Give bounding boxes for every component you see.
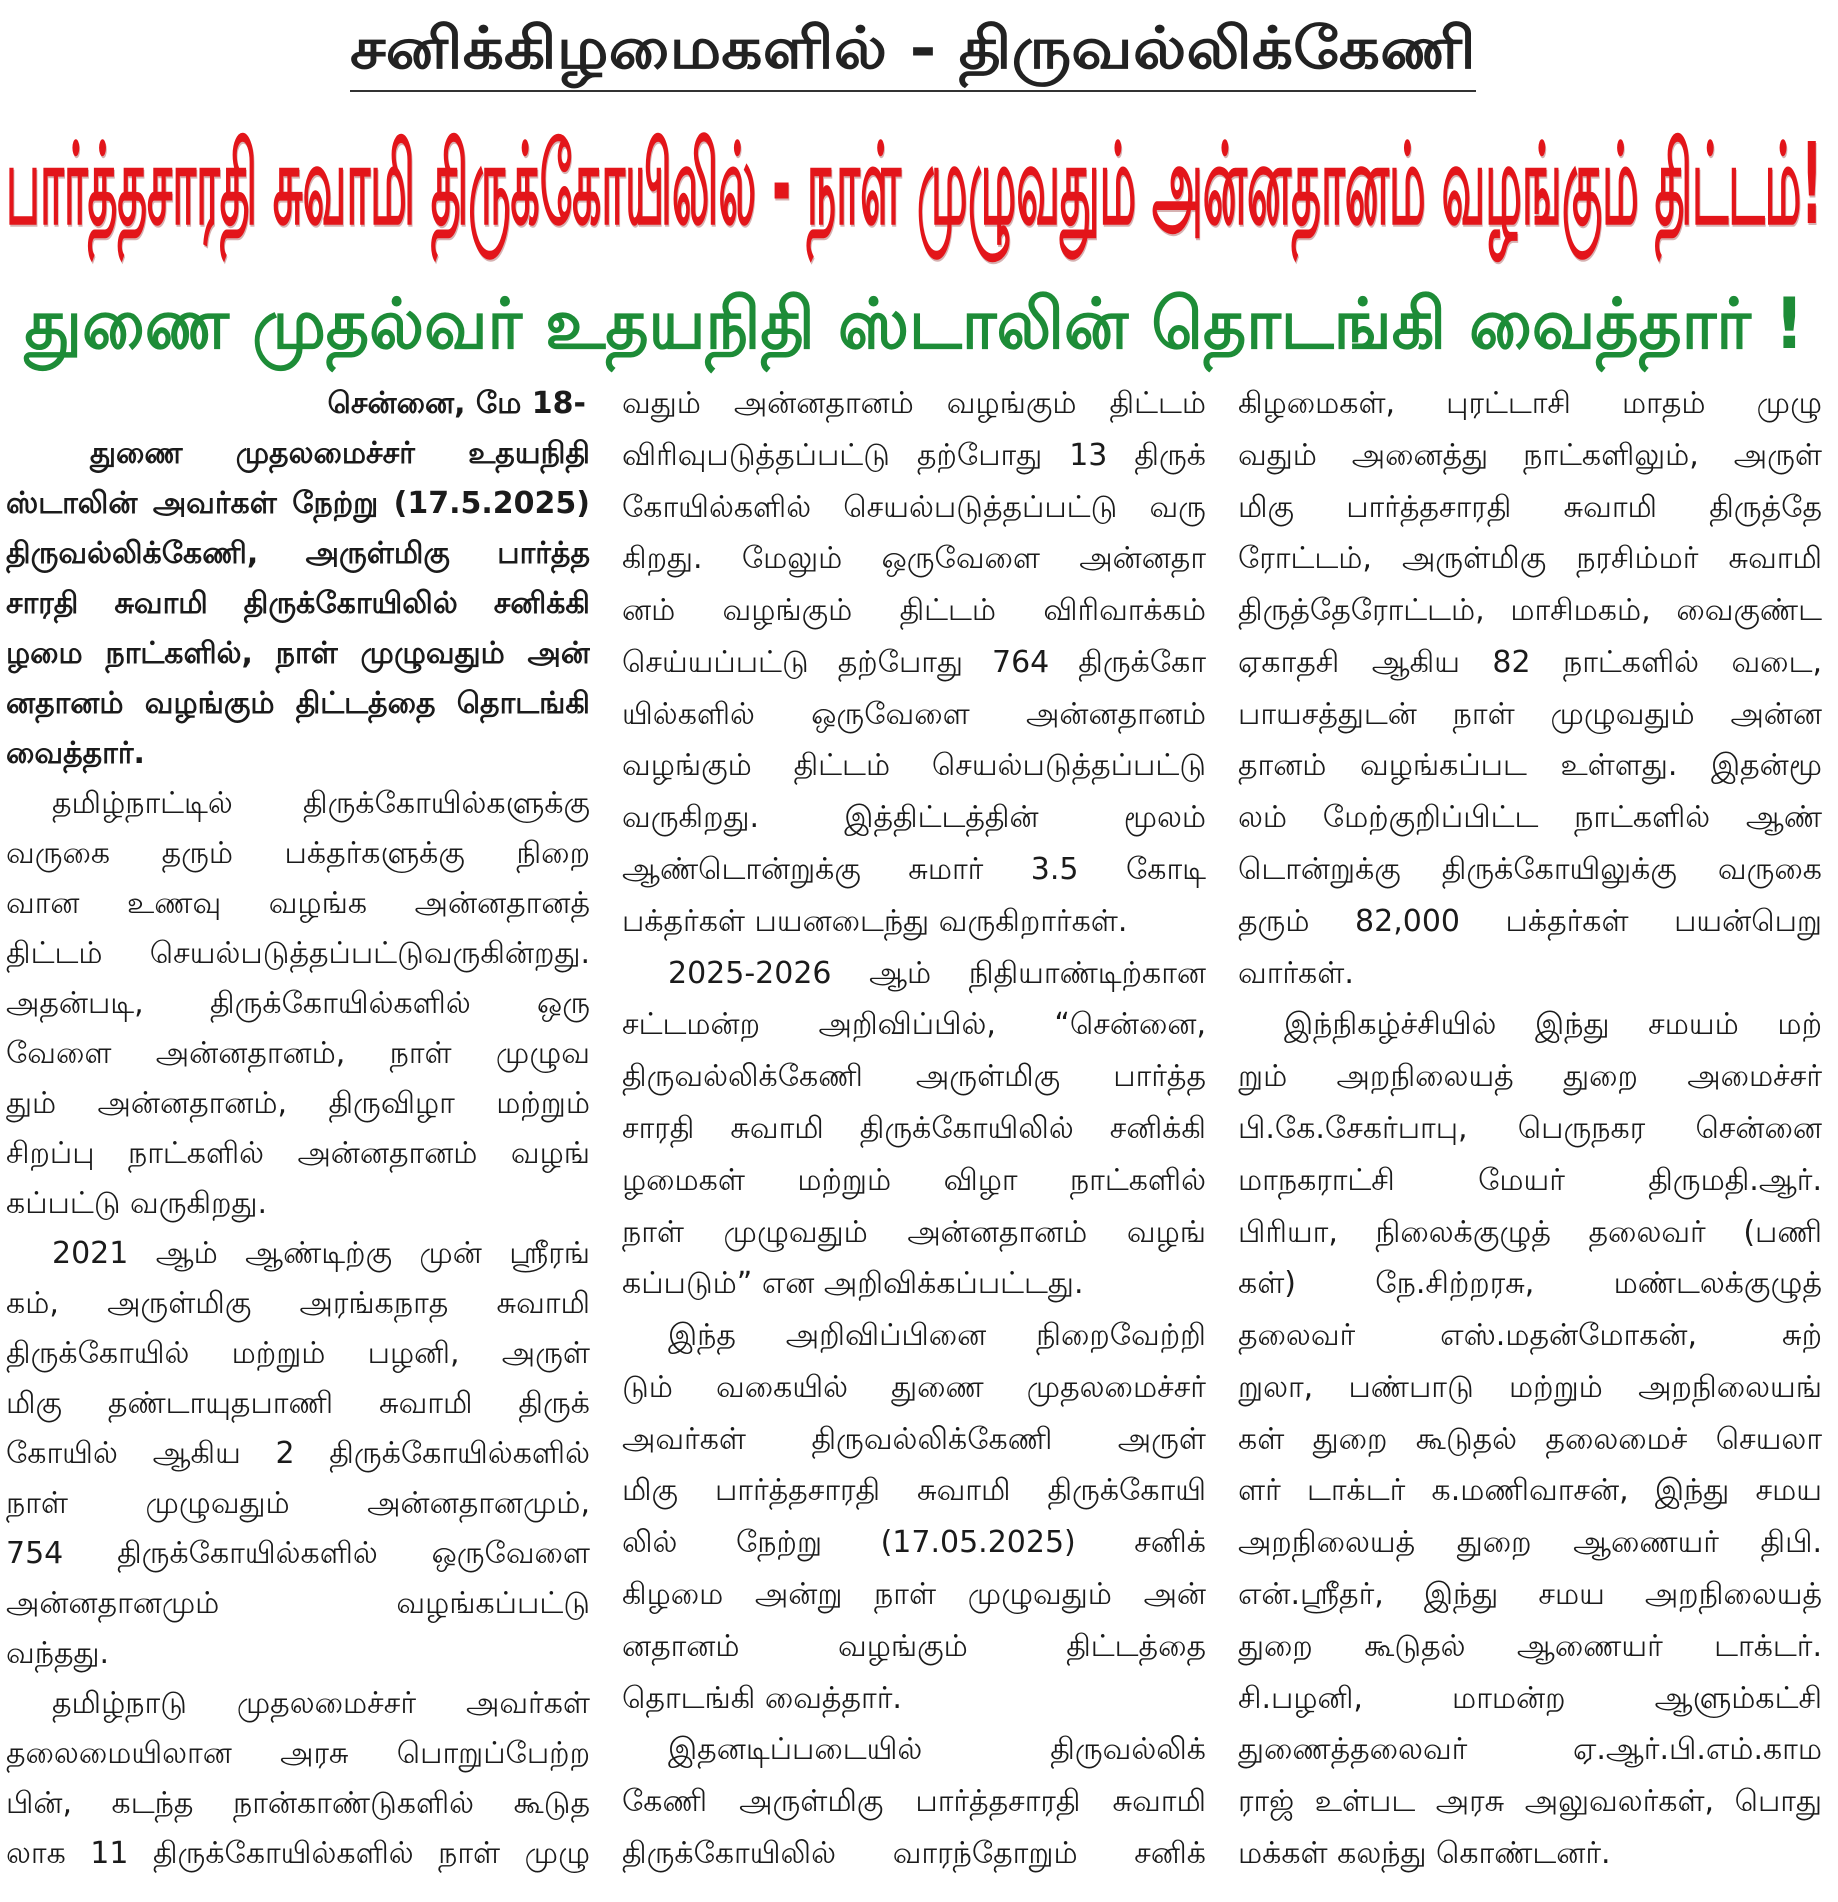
body-line: திருக்கோயில் மற்றும் பழனி, அருள் [6,1336,590,1371]
body-line: தரும் 82,000 பக்தர்கள் பயன்பெறு [1238,903,1822,939]
body-line: மிகு பார்த்தசாரதி சுவாமி திருக்கோயி [622,1473,1206,1509]
body-line: வதும் அன்னதானம் வழங்கும் திட்டம் [622,386,1206,421]
body-line: றும் அறநிலையத் துறை அமைச்சர் [1238,1059,1822,1095]
lead-paragraph-line: திருவல்லிக்கேணி, அருள்மிகு பார்த்த [6,536,590,571]
body-line: நாள் முழுவதும் அன்னதானம் வழங் [622,1214,1206,1250]
body-line: பக்தர்கள் பயனடைந்து வருகிறார்கள். [622,903,1128,939]
body-line: 2021 ஆம் ஆண்டிற்கு முன் ஸ்ரீரங் [52,1236,590,1271]
body-line: கப்படும்” என அறிவிக்கப்பட்டது. [622,1266,1084,1302]
body-line: திருவல்லிக்கேணி அருள்மிகு பார்த்த [622,1059,1206,1095]
body-line: இதனடிப்படையில் திருவல்லிக் [668,1732,1206,1768]
body-line: திருக்கோயிலில் வாரந்தோறும் சனிக் [622,1835,1206,1871]
body-line: அவர்கள் திருவல்லிக்கேணி அருள் [622,1421,1206,1457]
body-line: தமிழ்நாடு முதலமைச்சர் அவர்கள் [52,1686,590,1721]
lead-paragraph-line: துணை முதலமைச்சர் உதயநிதி [90,436,590,471]
subheadline-banner [24,276,1804,372]
body-line: சட்டமன்ற அறிவிப்பில், “சென்னை, [622,1007,1206,1043]
article-column-2 [622,380,1206,1878]
body-line: தானம் வழங்கப்பட உள்ளது. இதன்மூ [1238,748,1822,784]
body-line: துணைத்தலைவர் ஏ.ஆர்.பி.எம்.காம [1238,1732,1822,1768]
body-line: தலைவர் எஸ்.மதன்மோகன், சுற் [1238,1318,1822,1354]
sub-headline: துணை முதல்வர் உதயநிதி ஸ்டாலின் தொடங்கி வைத்தார் ! [24,283,1804,365]
body-line: சிறப்பு நாட்களில் அன்னதானம் வழங் [6,1136,590,1171]
body-line: விரிவுபடுத்தப்பட்டு தற்போது 13 திருக் [622,437,1206,473]
body-line: வார்கள். [1238,955,1354,991]
body-line: துறை கூடுதல் ஆணையர் டாக்டர். [1238,1628,1822,1664]
body-line: லம் மேற்குறிப்பிட்ட நாட்களில் ஆண் [1238,800,1822,836]
body-line: 2025-2026 ஆம் நிதியாண்டிற்கான [668,955,1206,991]
body-line: நாள் முழுவதும் அன்னதானமும், [6,1486,590,1521]
body-line: டொன்றுக்கு திருக்கோயிலுக்கு வருகை [1238,852,1822,888]
body-line: பிரியா, நிலைக்குழுத் தலைவர் (பணி [1238,1214,1822,1250]
body-line: னதானம் வழங்கும் திட்டத்தை [622,1628,1206,1664]
body-line: மக்கள் கலந்து கொண்டனர். [1238,1835,1611,1871]
body-line: மாநகராட்சி மேயர் திருமதி.ஆர். [1238,1162,1822,1198]
body-line: பின், கடந்த நான்காண்டுகளில் கூடுத [6,1786,590,1821]
kicker-title: சனிக்கிழமைகளில் - திருவல்லிக்கேணி [350,6,1476,92]
body-line: ளர் டாக்டர் க.மணிவாசன், இந்து சமய [1238,1473,1822,1509]
body-line: ரோட்டம், அருள்மிகு நரசிம்மர் சுவாமி [1238,541,1822,577]
body-line: லில் நேற்று (17.05.2025) சனிக் [622,1525,1206,1561]
body-line: வருகிறது. இத்திட்டத்தின் மூலம் [622,800,1206,836]
dateline: சென்னை, மே 18- [327,386,586,421]
lead-paragraph-line: ழமை நாட்களில், நாள் முழுவதும் அன் [6,636,590,671]
body-line: கிழமை அன்று நாள் முழுவதும் அன் [622,1576,1206,1612]
lead-paragraph-line: ஸ்டாலின் அவர்கள் நேற்று (17.5.2025) [6,486,590,521]
body-line: தொடங்கி வைத்தார். [622,1680,902,1716]
body-line: தமிழ்நாட்டில் திருக்கோயில்களுக்கு [52,786,590,821]
body-line: மிகு தண்டாயுதபாணி சுவாமி திருக் [6,1386,590,1421]
body-line: தும் அன்னதானம், திருவிழா மற்றும் [6,1086,590,1121]
lead-paragraph-line: சாரதி சுவாமி திருக்கோயிலில் சனிக்கி [6,586,590,621]
body-line: என்.ஸ்ரீதர், இந்து சமய அறநிலையத் [1238,1576,1822,1612]
body-line: வதும் அனைத்து நாட்களிலும், அருள் [1238,437,1822,473]
main-headline: பார்த்தசாரதி சுவாமி திருக்கோயிலில் - நாள் முழுவதும் அன்னதானம் வழங்கும் திட்டம்! [5,120,1823,250]
body-line: கோயில்களில் செயல்படுத்தப்பட்டு வரு [622,489,1206,525]
article-column-1 [6,380,590,1878]
body-line: மிகு பார்த்தசாரதி சுவாமி திருத்தே [1238,489,1822,525]
body-line: சி.பழனி, மாமன்ற ஆளும்கட்சி [1238,1680,1822,1716]
body-line: பாயசத்துடன் நாள் முழுவதும் அன்ன [1238,696,1822,732]
body-line: 754 திருக்கோயில்களில் ஒருவேளை [6,1536,590,1571]
body-line: செய்யப்பட்டு தற்போது 764 திருக்கோ [622,644,1206,680]
body-line: இந்த அறிவிப்பினை நிறைவேற்றி [668,1318,1206,1354]
kicker-banner [350,6,1476,98]
body-line: டும் வகையில் துணை முதலமைச்சர் [622,1369,1206,1405]
body-line: திட்டம் செயல்படுத்தப்பட்டுவருகின்றது. [6,936,590,971]
body-line: யில்களில் ஒருவேளை அன்னதானம் [622,696,1206,732]
body-line: வருகை தரும் பக்தர்களுக்கு நிறை [6,836,590,871]
body-line: கள்) நே.சிற்றரசு, மண்டலக்குழுத் [1238,1266,1822,1302]
body-line: கம், அருள்மிகு அரங்கநாத சுவாமி [6,1286,590,1321]
body-line: றுலா, பண்பாடு மற்றும் அறநிலையங் [1238,1369,1822,1405]
body-line: கப்பட்டு வருகிறது. [6,1186,268,1221]
body-line: திருத்தேரோட்டம், மாசிமகம், வைகுண்ட [1238,593,1822,629]
body-line: பி.கே.சேகர்பாபு, பெருநகர சென்னை [1238,1110,1822,1146]
body-line: வேளை அன்னதானம், நாள் முழுவ [6,1036,590,1071]
lead-paragraph-line: னதானம் வழங்கும் திட்டத்தை தொடங்கி [6,686,590,721]
lead-paragraph-line: வைத்தார். [6,736,145,771]
body-line: ழமைகள் மற்றும் விழா நாட்களில் [622,1162,1206,1198]
body-line: கள் துறை கூடுதல் தலைமைச் செயலா [1238,1421,1822,1457]
body-line: அன்னதானமும் வழங்கப்பட்டு [6,1586,590,1621]
body-line: கிழமைகள், புரட்டாசி மாதம் முழு [1238,386,1822,421]
body-line: தலைமையிலான அரசு பொறுப்பேற்ற [6,1736,590,1771]
body-line: இந்நிகழ்ச்சியில் இந்து சமயம் மற் [1284,1007,1822,1043]
body-line: சாரதி சுவாமி திருக்கோயிலில் சனிக்கி [622,1110,1206,1146]
body-line: ஆண்டொன்றுக்கு சுமார் 3.5 கோடி [622,852,1206,888]
body-line: வழங்கும் திட்டம் செயல்படுத்தப்பட்டு [622,748,1206,784]
body-line: ஏகாதசி ஆகிய 82 நாட்களில் வடை, [1238,644,1822,680]
body-line: கோயில் ஆகிய 2 திருக்கோயில்களில் [6,1436,590,1471]
body-line: வான உணவு வழங்க அன்னதானத் [6,886,590,921]
body-line: வந்தது. [6,1636,110,1671]
body-line: அதன்படி, திருக்கோயில்களில் ஒரு [6,986,590,1021]
body-line: அறநிலையத் துறை ஆணையர் திபி. [1238,1525,1822,1561]
body-line: ராஜ் உள்பட அரசு அலுவலர்கள், பொது [1238,1784,1822,1820]
body-line: கிறது. மேலும் ஒருவேளை அன்னதா [622,541,1206,577]
headline-banner [6,110,1822,260]
body-line: கேணி அருள்மிகு பார்த்தசாரதி சுவாமி [622,1784,1206,1820]
body-line: லாக 11 திருக்கோயில்களில் நாள் முழு [6,1836,590,1871]
article-column-3 [1238,380,1822,1878]
body-line: னம் வழங்கும் திட்டம் விரிவாக்கம் [622,593,1206,629]
